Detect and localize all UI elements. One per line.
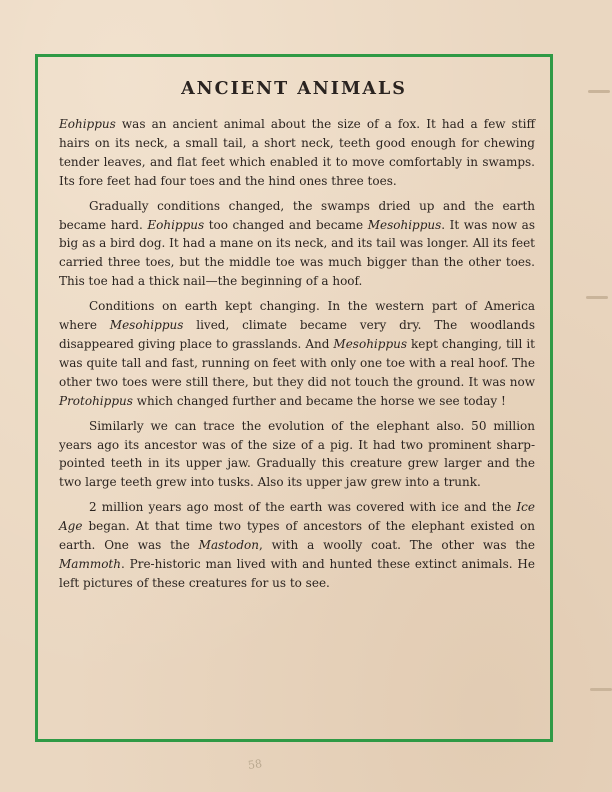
paper-mark (590, 688, 612, 691)
paper-mark (588, 90, 610, 93)
page-border (35, 54, 553, 742)
text-run: . Pre-historic man lived with and hunted these extinct animals. He left pictures of these creatures for us to see. (59, 556, 535, 590)
italic-term: Mesohippus (367, 217, 442, 232)
text-run: Conditions on earth kept changing. In the western part of America where (59, 299, 535, 333)
text-run: kept changing, till it was quite tall and fast, running on feet with only one toe with a real hoof. The other two toes were still there, but they did not touch the ground. It was now (59, 336, 535, 389)
italic-term: Protohippus (59, 393, 133, 408)
text-run: which changed further and became the horse we see today ! (132, 393, 506, 408)
text-run: Gradually conditions changed, the swamps dried up and the earth became hard. (59, 198, 535, 232)
paragraph-1 (59, 115, 535, 191)
page-title: ANCIENT ANIMALS (181, 79, 407, 99)
paper-mark (586, 296, 608, 299)
text-run: . It was now as big as a bird dog. It had a mane on its neck, and its tail was longer. All its feet carried three toes, but the middle toe was much bigger than the other toes. This toe had a thick nail—the beginning of a hoof. (59, 217, 535, 289)
italic-term: Mesohippus (109, 318, 184, 333)
italic-term: Mastodon (198, 538, 259, 553)
page-number: 58 (247, 757, 263, 772)
text-run: Similarly we can trace the evolution of the elephant also. 50 million years ago its ancestor was of the size of a pig. It had two prominent sharp-pointed teeth in its upper jaw. Gradually this creature grew larger and the two large teeth grew into tusks. Also its upper jaw grew into a trunk. (59, 418, 535, 490)
text-run: too changed and became (204, 217, 368, 232)
text-run: began. At that time two types of ancestors of the elephant existed on earth. One was the (59, 519, 535, 553)
italic-term: Eohippus (59, 117, 116, 131)
italic-term: Mesohippus (333, 336, 408, 351)
paragraph-4 (59, 417, 535, 493)
italic-term: Mammoth (59, 556, 121, 571)
italic-term: Ice Age (59, 500, 535, 534)
paragraph-2 (59, 197, 535, 292)
text-run: was an ancient animal about the size of a fox. It had a few stiff hairs on its neck, a small tail, a short neck, teeth good enough for chewing tender leaves, and flat feet which enabled it to move comfortably in swamps. Its fore feet had four toes and the hind ones three toes. (59, 117, 535, 188)
text-run: 2 million years ago most of the earth was covered with ice and the (89, 500, 517, 515)
paragraph-3 (59, 297, 535, 410)
italic-term: Eohippus (147, 217, 205, 232)
article-body (59, 115, 535, 599)
paragraph-5 (59, 498, 535, 593)
text-run: lived, climate became very dry. The woodlands disappeared giving place to grasslands. And (59, 318, 535, 351)
text-run: , with a woolly coat. The other was the (258, 538, 535, 553)
